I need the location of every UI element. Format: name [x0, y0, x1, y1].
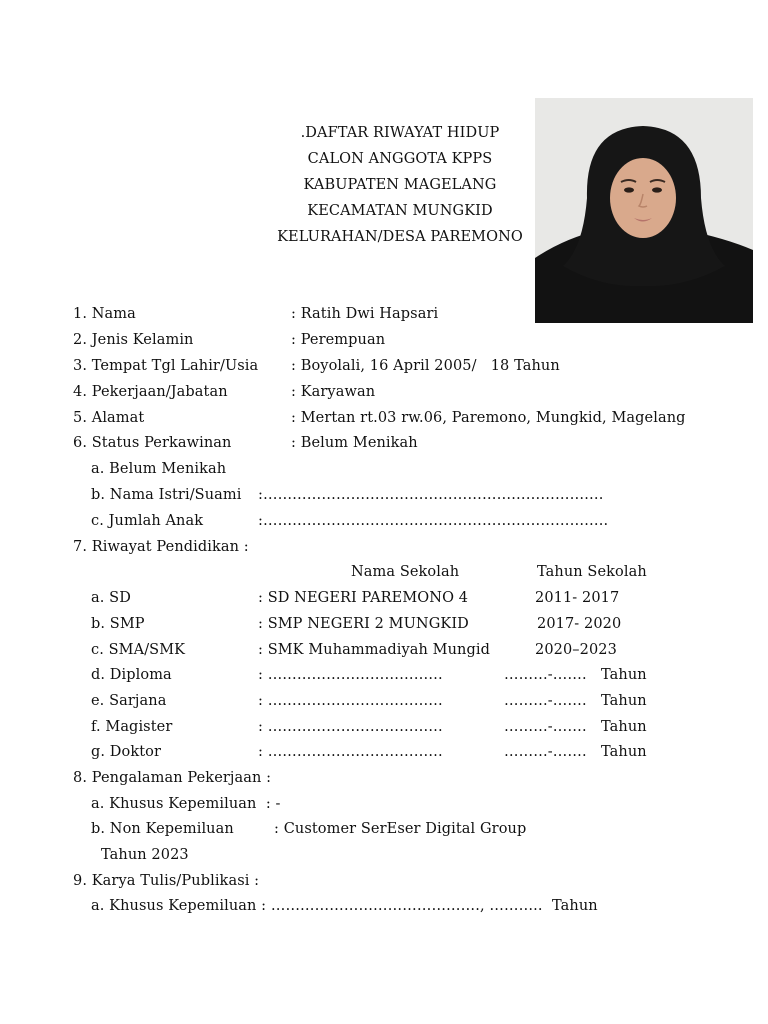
marital-b-label: b. Nama Istri/Suami: [91, 487, 242, 503]
education-heading: 7. Riwayat Pendidikan :: [73, 539, 249, 555]
education-school: : ………………………………: [258, 667, 443, 683]
work-b-year: Tahun 2023: [101, 847, 189, 863]
education-tahun: Tahun: [601, 744, 647, 760]
bio-label-marital: 6. Status Perkawinan: [73, 435, 232, 451]
doc-subtitle-candidate: CALON ANGGOTA KPPS: [307, 151, 493, 167]
education-school: : ………………………………: [258, 693, 443, 709]
education-level: b. SMP: [91, 616, 145, 632]
work-a: a. Khusus Kepemiluan : -: [91, 796, 281, 812]
publication-heading: 9. Karya Tulis/Publikasi :: [73, 873, 260, 889]
education-year: 2017- 2020: [537, 616, 622, 632]
bio-value-address: : Mertan rt.03 rw.06, Paremono, Mungkid, Magelang: [291, 410, 686, 426]
marital-b-value: :…………………………………………………………….: [258, 487, 604, 503]
bio-value-occupation: : Karyawan: [291, 384, 376, 400]
education-level: f. Magister: [91, 719, 173, 735]
education-year: ………-…….: [504, 719, 587, 735]
bio-label-occupation: 4. Pekerjaan/Jabatan: [73, 384, 228, 400]
bio-label-address: 5. Alamat: [73, 410, 145, 426]
publication-a: a. Khusus Kepemiluan : ……………………………………., ……….. Tahun: [91, 898, 598, 914]
marital-c-label: c. Jumlah Anak: [91, 513, 204, 529]
doc-title: .DAFTAR RIWAYAT HIDUP: [300, 125, 500, 141]
education-school: : SMK Muhammadiyah Mungid: [258, 642, 490, 658]
education-year: 2011- 2017: [535, 590, 620, 606]
bio-label-gender: 2. Jenis Kelamin: [73, 332, 194, 348]
work-b-label: b. Non Kepemiluan: [91, 821, 234, 837]
education-level: c. SMA/SMK: [91, 642, 186, 658]
doc-subtitle-village: KELURAHAN/DESA PAREMONO: [277, 229, 523, 245]
education-year: ………-…….: [504, 667, 587, 683]
education-level: e. Sarjana: [91, 693, 167, 709]
education-year: ………-…….: [504, 693, 587, 709]
bio-label-name: 1. Nama: [73, 306, 136, 322]
education-tahun: Tahun: [601, 667, 647, 683]
education-school: : SMP NEGERI 2 MUNGKID: [258, 616, 469, 632]
bio-value-gender: : Perempuan: [291, 332, 386, 348]
education-tahun: Tahun: [601, 719, 647, 735]
education-level: d. Diploma: [91, 667, 172, 683]
bio-value-marital: : Belum Menikah: [291, 435, 418, 451]
education-tahun: Tahun: [601, 693, 647, 709]
work-b-value: : Customer SerEser Digital Group: [274, 821, 527, 837]
education-col-year: Tahun Sekolah: [537, 564, 647, 580]
marital-c-value: :……………………………………………………………..: [258, 513, 609, 529]
education-level: a. SD: [91, 590, 131, 606]
work-heading: 8. Pengalaman Pekerjaan :: [73, 770, 272, 786]
bio-value-birth: : Boyolali, 16 April 2005/ 18 Tahun: [291, 358, 560, 374]
education-year: 2020–2023: [535, 642, 617, 658]
education-school: : ………………………………: [258, 744, 443, 760]
education-school: : ………………………………: [258, 719, 443, 735]
education-col-school: Nama Sekolah: [351, 564, 460, 580]
education-school: : SD NEGERI PAREMONO 4: [258, 590, 469, 606]
education-level: g. Doktor: [91, 744, 162, 760]
bio-value-name: : Ratih Dwi Hapsari: [291, 306, 439, 322]
education-year: ………-…….: [504, 744, 587, 760]
doc-subtitle-regency: KABUPATEN MAGELANG: [303, 177, 497, 193]
marital-a: a. Belum Menikah: [91, 461, 227, 477]
doc-subtitle-district: KECAMATAN MUNGKID: [307, 203, 493, 219]
bio-label-birth: 3. Tempat Tgl Lahir/Usia: [73, 358, 259, 374]
profile-photo: [535, 98, 753, 323]
